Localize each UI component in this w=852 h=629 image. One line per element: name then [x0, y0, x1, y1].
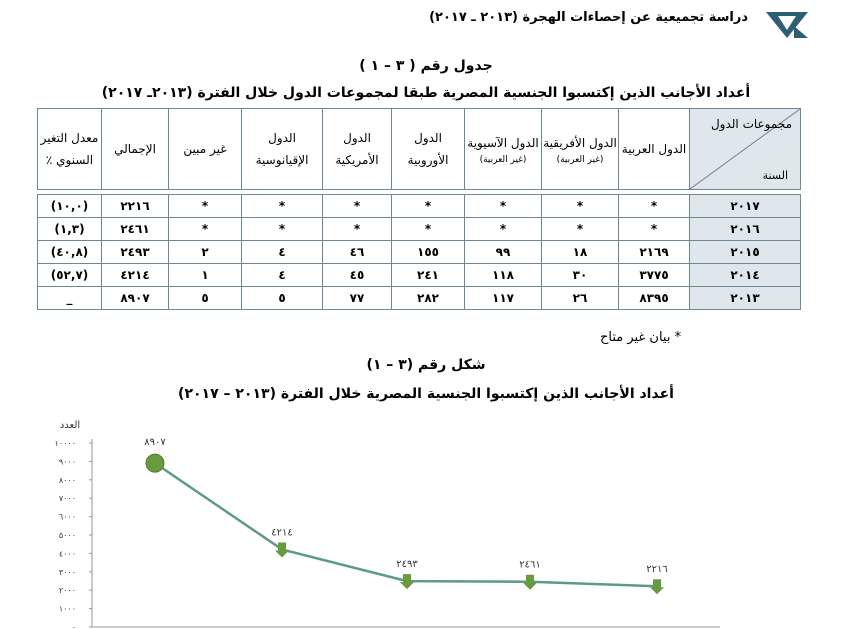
y-tick-label: ٣٠٠٠	[58, 567, 76, 577]
y-tick-label: ٩٠٠٠	[58, 457, 76, 467]
table-cell: *	[465, 195, 542, 218]
table-cell: *	[465, 218, 542, 241]
table-row	[38, 287, 801, 310]
y-tick-label: ٥٠٠٠	[58, 531, 76, 540]
year-cell: ٢٠١٥	[690, 241, 801, 264]
table-title: أعداد الأجانب الذين إكتسبوا الجنسية المصرية طبقا لمجموعات الدول خلال الفترة (٢٠١٣ـ ٢٠١٧)	[101, 85, 751, 101]
y-tick-label: ١٠٠٠	[58, 604, 76, 614]
table-cell: *	[242, 195, 323, 218]
table-cell: ٨٩٠٧	[102, 287, 169, 310]
y-tick-label: ٤٠٠٠	[58, 549, 76, 559]
data-label: ٢٢١٦	[646, 564, 668, 576]
column-header: معدل التغير السنوي ٪	[38, 109, 102, 190]
year-cell: ٢٠١٦	[690, 218, 801, 241]
y-axis-label: العدد	[59, 420, 81, 431]
table-cell: *	[323, 195, 392, 218]
table-cell: ٣٠	[542, 264, 619, 287]
table-cell: _	[38, 287, 102, 310]
data-label: ٢٤٩٣	[396, 559, 418, 571]
figure-title: أعداد الأجانب الذين إكتسبوا الجنسية المصرية خلال الفترة (٢٠١٣ – ٢٠١٧)	[178, 386, 674, 402]
table-cell: ٤٢١٤	[102, 264, 169, 287]
table-cell: ١١٨	[465, 264, 542, 287]
table-row	[38, 241, 801, 264]
table-cell: ٤٦	[323, 241, 392, 264]
table-cell: ٢٦	[542, 287, 619, 310]
y-tick-label: ٦٠٠٠	[58, 512, 76, 522]
corner-bottom-label: السنة	[762, 169, 788, 182]
y-tick-label: ٢٠٠٠	[58, 586, 76, 596]
table-header-row	[38, 109, 801, 190]
y-tick-label: ١٠٠٠٠	[54, 439, 76, 448]
figure-number: شكل رقم (٣ – ١)	[366, 357, 486, 373]
column-header: الإجمالي	[102, 109, 169, 190]
table-cell: ١٨	[542, 241, 619, 264]
data-label: ٨٩٠٧	[144, 437, 166, 449]
year-cell: ٢٠١٣	[690, 287, 801, 310]
data-point	[146, 454, 164, 472]
logo-icon	[764, 10, 810, 40]
table-cell: *	[542, 195, 619, 218]
column-header: الدول العربية	[619, 109, 690, 190]
y-tick-label: ٧٠٠٠	[58, 494, 76, 504]
year-cell: ٢٠١٤	[690, 264, 801, 287]
column-header: غير مبين	[169, 109, 242, 190]
document-header: دراسة تجميعية عن إحصاءات الهجرة (٢٠١٣ ـ ٢٠١٧)	[429, 10, 748, 25]
table-row	[38, 218, 801, 241]
line-chart	[0, 410, 852, 629]
table-cell: ٤	[242, 264, 323, 287]
y-tick-label: ٠	[71, 623, 76, 629]
corner-top-label: مجموعات الدول	[710, 117, 792, 131]
table-cell: ١٥٥	[392, 241, 465, 264]
table-cell: *	[169, 218, 242, 241]
table-cell: ٩٩	[465, 241, 542, 264]
table-number: جدول رقم ( ٣ – ١ )	[359, 58, 493, 74]
table-cell: *	[392, 195, 465, 218]
corner-header	[690, 109, 801, 190]
table-cell: ٤٥	[323, 264, 392, 287]
table-cell: *	[619, 218, 690, 241]
table-cell: ١	[169, 264, 242, 287]
column-header: الدول الأفريقية (غير العربية)	[542, 109, 619, 190]
data-label: ٤٢١٤	[271, 527, 293, 539]
table-row	[38, 195, 801, 218]
table-cell: ٢٤١	[392, 264, 465, 287]
column-header: الدول الآسيوية (غير العربية)	[465, 109, 542, 190]
table-cell: (٤٠,٨)	[38, 241, 102, 264]
table-cell: (١٠,٠)	[38, 195, 102, 218]
table-cell: ٥	[242, 287, 323, 310]
table-cell: (٥٢,٧)	[38, 264, 102, 287]
column-header: الدول الأوروبية	[392, 109, 465, 190]
table-cell: *	[242, 218, 323, 241]
table-cell: *	[323, 218, 392, 241]
data-label: ٢٤٦١	[519, 559, 541, 571]
table-cell: ٢١٦٩	[619, 241, 690, 264]
table-cell: ٣٧٧٥	[619, 264, 690, 287]
footnote: * بيان غير متاح	[600, 330, 682, 345]
table-cell: ٢٤٩٣	[102, 241, 169, 264]
data-table	[37, 108, 801, 310]
y-tick-label: ٨٠٠٠	[58, 475, 76, 485]
table-cell: *	[169, 195, 242, 218]
table-cell: ٤	[242, 241, 323, 264]
table-cell: *	[542, 218, 619, 241]
table-cell: ٢٤٦١	[102, 218, 169, 241]
table-cell: *	[392, 218, 465, 241]
table-cell: *	[619, 195, 690, 218]
table-cell: ٢٢١٦	[102, 195, 169, 218]
year-cell: ٢٠١٧	[690, 195, 801, 218]
table-cell: ١١٧	[465, 287, 542, 310]
table-cell: ٢	[169, 241, 242, 264]
column-header: الدول الأمريكية	[323, 109, 392, 190]
table-row	[38, 264, 801, 287]
table-cell: ٢٨٢	[392, 287, 465, 310]
table-cell: ٧٧	[323, 287, 392, 310]
column-header: الدول الإقيانوسية	[242, 109, 323, 190]
table-cell: (١,٣)	[38, 218, 102, 241]
table-cell: ٨٣٩٥	[619, 287, 690, 310]
table-cell: ٥	[169, 287, 242, 310]
